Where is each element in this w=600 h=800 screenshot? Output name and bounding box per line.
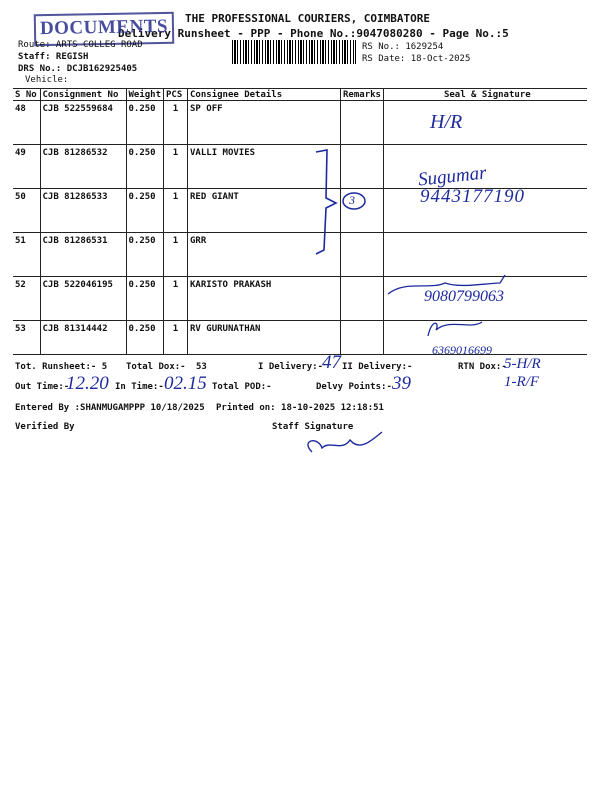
verified-by-label: Verified By (15, 422, 75, 432)
runsheet-subtitle: Delivery Runsheet - PPP - Phone No.:9047080280 - Page No.:5 (118, 27, 509, 40)
cell-weight: 0.250 (126, 145, 164, 189)
rs-date: RS Date: 18-Oct-2025 (362, 54, 471, 64)
rtn-dox-value-2: 1-R/F (504, 374, 539, 390)
cell-consignee: RED GIANT (188, 189, 341, 233)
i-delivery-label: I Delivery:- (258, 362, 324, 372)
rs-number: RS No.: 1629254 (362, 42, 444, 52)
staff-signature-label: Staff Signature (272, 422, 354, 432)
cell-consignee: RV GURUNATHAN (188, 321, 341, 355)
total-dox-value: 53 (196, 362, 207, 372)
cell-pcs: 1 (164, 145, 188, 189)
col-consignment: Consignment No (40, 89, 126, 101)
cell-weight: 0.250 (126, 233, 164, 277)
col-pcs: PCS (164, 89, 188, 101)
route-label: Route: ARTS COLLEG ROAD (18, 40, 143, 50)
cell-weight: 0.250 (126, 101, 164, 145)
row53-sign-scribble (428, 322, 482, 336)
remarks-count: 3 (349, 193, 355, 207)
cell-sno: 51 (13, 233, 40, 277)
bracket-mark (316, 150, 336, 254)
staff-label: Staff: REGISH (18, 52, 89, 62)
documents-stamp: DOCUMENTS (34, 12, 175, 46)
cell-pcs: 1 (164, 233, 188, 277)
rtn-dox-label: RTN Dox:- (458, 362, 507, 372)
entered-by: Entered By :SHANMUGAMPPP 10/18/2025 (15, 403, 205, 413)
cell-sno: 50 (13, 189, 40, 233)
i-delivery-value: 47 (322, 352, 341, 373)
cell-consignee: SP OFF (188, 101, 341, 145)
cell-sno: 52 (13, 277, 40, 321)
cell-sno: 53 (13, 321, 40, 355)
delvy-points-value: 39 (392, 373, 411, 394)
cell-pcs: 1 (164, 277, 188, 321)
col-seal-signature: Seal & Signature (383, 89, 587, 101)
row52-signature-phone: 9080799063 (424, 288, 504, 305)
drs-number: DRS No.: DCJB162925405 (18, 64, 138, 74)
cell-pcs: 1 (164, 321, 188, 355)
cell-pcs: 1 (164, 101, 188, 145)
cell-weight: 0.250 (126, 189, 164, 233)
cell-consignment: CJB 81286532 (40, 145, 126, 189)
cell-consignment: CJB 81286531 (40, 233, 126, 277)
cell-sno: 48 (13, 101, 40, 145)
row50-signature-phone: 9443177190 (420, 186, 525, 207)
ii-delivery-label: II Delivery:- (342, 362, 413, 372)
cell-weight: 0.250 (126, 321, 164, 355)
tot-runsheet: Tot. Runsheet:- 5 (15, 362, 108, 372)
cell-consignment: CJB 522559684 (40, 101, 126, 145)
cell-consignee: GRR (188, 233, 341, 277)
cell-sno: 49 (13, 145, 40, 189)
out-time-value: 12.20 (66, 373, 109, 394)
cell-consignment: CJB 522046195 (40, 277, 126, 321)
in-time-label: In Time:- (115, 382, 164, 392)
total-pod-label: Total POD:- (212, 382, 272, 392)
total-dox-label: Total Dox:- (126, 362, 186, 372)
row48-signature: H/R (430, 111, 463, 133)
col-consignee: Consignee Details (188, 89, 341, 101)
cell-consignee: KARISTO PRAKASH (188, 277, 341, 321)
vehicle-label: Vehicle: (25, 75, 69, 85)
cell-consignee: VALLI MOVIES (188, 145, 341, 189)
printed-on: Printed on: 18-10-2025 12:18:51 (216, 403, 384, 413)
staff-sign-scribble (308, 432, 382, 452)
company-name: THE PROFESSIONAL COURIERS, COIMBATORE (185, 12, 431, 25)
cell-weight: 0.250 (126, 277, 164, 321)
cell-consignment: CJB 81286533 (40, 189, 126, 233)
out-time-label: Out Time:- (15, 382, 70, 392)
delvy-points-label: Delvy Points:- (316, 382, 392, 392)
col-weight: Weight (126, 89, 164, 101)
rtn-dox-value-1: 5-H/R (504, 356, 541, 372)
in-time-value: 02.15 (164, 373, 207, 394)
col-remarks: Remarks (341, 89, 384, 101)
cell-consignment: CJB 81314442 (40, 321, 126, 355)
col-sno: S No (13, 89, 40, 101)
row53-signature-phone: 6369016699 (432, 343, 492, 357)
row50-signature-name: Sugumar (417, 162, 488, 191)
cell-pcs: 1 (164, 189, 188, 233)
